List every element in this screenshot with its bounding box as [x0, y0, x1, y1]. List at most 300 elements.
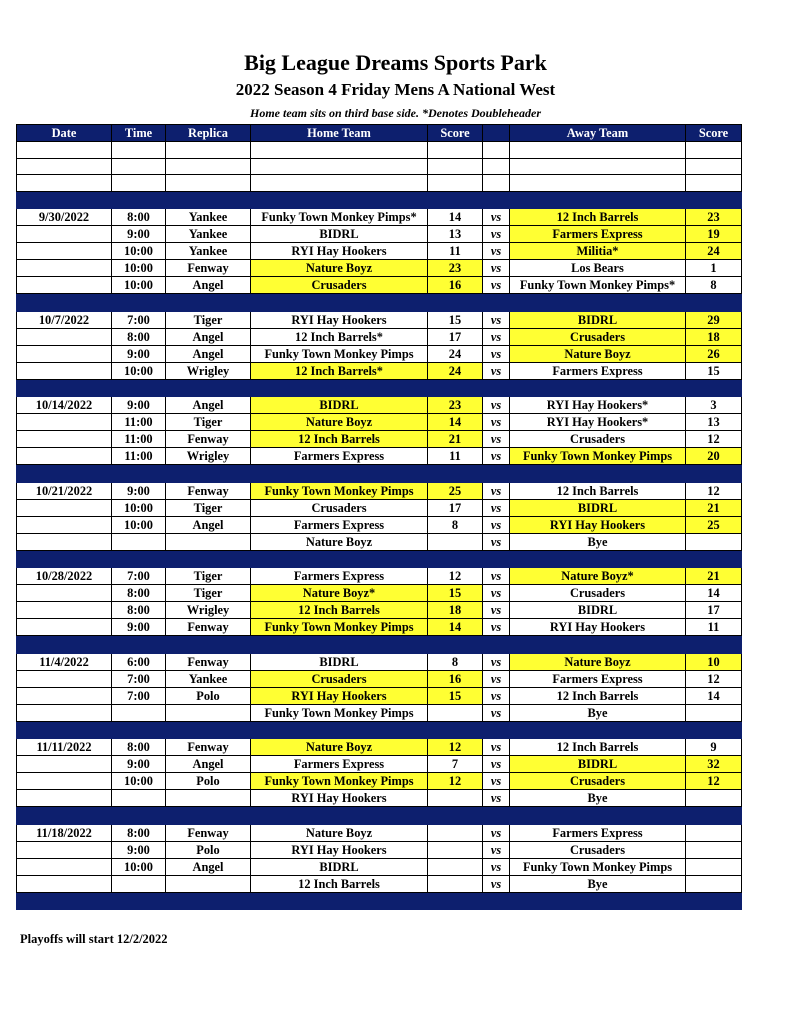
home-score: 12: [428, 739, 483, 756]
game-row: [17, 858, 742, 875]
empty-cell: [166, 721, 251, 739]
col-header-home-team: Home Team: [251, 125, 428, 142]
game-date: 10/21/2022: [17, 482, 112, 499]
home-score: [428, 704, 483, 721]
away-score: 25: [686, 516, 742, 533]
col-header-away-score: Score: [686, 125, 742, 142]
away-team: Funky Town Monkey Pimps*: [510, 277, 686, 294]
home-score: 24: [428, 345, 483, 362]
col-header-date: Date: [17, 125, 112, 142]
empty-cell: [483, 550, 510, 568]
game-row: [17, 260, 742, 277]
away-team: Bye: [510, 704, 686, 721]
game-time: 10:00: [112, 499, 166, 516]
away-score: [686, 790, 742, 807]
away-score: 21: [686, 499, 742, 516]
game-time: 8:00: [112, 739, 166, 756]
home-team: RYI Hay Hookers: [251, 687, 428, 704]
game-row: [17, 568, 742, 585]
game-field: Angel: [166, 516, 251, 533]
home-team: 12 Inch Barrels*: [251, 328, 428, 345]
empty-cell: [251, 636, 428, 654]
blank-row: [17, 142, 742, 159]
game-time: 9:00: [112, 397, 166, 414]
vs-label: vs: [483, 448, 510, 465]
empty-cell: [686, 892, 742, 910]
home-team: Funky Town Monkey Pimps: [251, 704, 428, 721]
week-separator-row: [17, 892, 742, 910]
empty-cell: [483, 379, 510, 397]
game-date: [17, 516, 112, 533]
away-score: 19: [686, 226, 742, 243]
game-date: [17, 226, 112, 243]
game-row: [17, 739, 742, 756]
home-team: 12 Inch Barrels*: [251, 362, 428, 379]
empty-cell: [686, 550, 742, 568]
home-score: 24: [428, 362, 483, 379]
away-team: Militia*: [510, 243, 686, 260]
game-date: 10/14/2022: [17, 397, 112, 414]
empty-cell: [17, 175, 112, 192]
game-row: [17, 824, 742, 841]
schedule-table: [16, 124, 742, 910]
empty-cell: [251, 158, 428, 175]
game-field: [166, 533, 251, 550]
empty-cell: [483, 158, 510, 175]
empty-cell: [483, 892, 510, 910]
game-date: [17, 875, 112, 892]
away-team: Nature Boyz: [510, 345, 686, 362]
empty-cell: [510, 550, 686, 568]
home-team: Nature Boyz: [251, 824, 428, 841]
empty-cell: [251, 465, 428, 483]
empty-cell: [428, 636, 483, 654]
game-time: 10:00: [112, 260, 166, 277]
vs-label: vs: [483, 653, 510, 670]
home-score: 11: [428, 243, 483, 260]
home-score: 23: [428, 397, 483, 414]
game-row: [17, 653, 742, 670]
game-row: [17, 226, 742, 243]
game-field: Fenway: [166, 431, 251, 448]
away-score: 23: [686, 209, 742, 226]
game-time: 9:00: [112, 619, 166, 636]
away-score: 29: [686, 311, 742, 328]
vs-label: vs: [483, 602, 510, 619]
empty-cell: [428, 465, 483, 483]
empty-cell: [428, 175, 483, 192]
home-team: BIDRL: [251, 653, 428, 670]
away-score: 1: [686, 260, 742, 277]
empty-cell: [17, 892, 112, 910]
away-score: 12: [686, 773, 742, 790]
empty-cell: [166, 465, 251, 483]
empty-cell: [510, 807, 686, 825]
empty-cell: [251, 807, 428, 825]
away-team: Crusaders: [510, 841, 686, 858]
game-field: Angel: [166, 756, 251, 773]
empty-cell: [510, 636, 686, 654]
empty-cell: [166, 158, 251, 175]
empty-cell: [112, 636, 166, 654]
game-field: Yankee: [166, 226, 251, 243]
home-team: 12 Inch Barrels: [251, 602, 428, 619]
empty-cell: [166, 636, 251, 654]
empty-cell: [483, 636, 510, 654]
home-score: 15: [428, 585, 483, 602]
game-date: [17, 362, 112, 379]
col-header-vs: [483, 125, 510, 142]
empty-cell: [510, 465, 686, 483]
vs-label: vs: [483, 277, 510, 294]
game-date: 11/18/2022: [17, 824, 112, 841]
away-score: 13: [686, 414, 742, 431]
empty-cell: [17, 550, 112, 568]
game-field: Fenway: [166, 619, 251, 636]
game-date: [17, 533, 112, 550]
home-score: [428, 824, 483, 841]
empty-cell: [483, 807, 510, 825]
week-separator-row: [17, 807, 742, 825]
vs-label: vs: [483, 397, 510, 414]
empty-cell: [510, 191, 686, 209]
empty-cell: [428, 892, 483, 910]
page-note: Home team sits on third base side. *Denotes Doubleheader: [250, 106, 541, 120]
away-team: RYI Hay Hookers: [510, 516, 686, 533]
home-score: 13: [428, 226, 483, 243]
away-team: Bye: [510, 790, 686, 807]
game-date: [17, 704, 112, 721]
empty-cell: [166, 807, 251, 825]
game-field: Yankee: [166, 209, 251, 226]
game-field: Fenway: [166, 260, 251, 277]
game-time: [112, 875, 166, 892]
empty-cell: [251, 142, 428, 159]
away-score: 10: [686, 653, 742, 670]
vs-label: vs: [483, 841, 510, 858]
empty-cell: [483, 465, 510, 483]
game-row: [17, 209, 742, 226]
game-time: 10:00: [112, 516, 166, 533]
empty-cell: [686, 175, 742, 192]
playoffs-note: Playoffs will start 12/2/2022: [20, 932, 168, 946]
away-team: Bye: [510, 875, 686, 892]
game-field: [166, 704, 251, 721]
home-team: Farmers Express: [251, 516, 428, 533]
game-time: 10:00: [112, 362, 166, 379]
home-score: 16: [428, 277, 483, 294]
game-row: [17, 841, 742, 858]
game-field: Polo: [166, 687, 251, 704]
game-date: 10/7/2022: [17, 311, 112, 328]
game-time: 8:00: [112, 209, 166, 226]
empty-cell: [17, 721, 112, 739]
game-row: [17, 533, 742, 550]
game-field: Angel: [166, 397, 251, 414]
empty-cell: [428, 807, 483, 825]
empty-cell: [166, 175, 251, 192]
vs-label: vs: [483, 533, 510, 550]
game-time: 9:00: [112, 756, 166, 773]
home-team: Farmers Express: [251, 568, 428, 585]
game-field: [166, 790, 251, 807]
game-time: 7:00: [112, 568, 166, 585]
game-time: 6:00: [112, 653, 166, 670]
away-score: 11: [686, 619, 742, 636]
game-time: 10:00: [112, 277, 166, 294]
home-team: Nature Boyz: [251, 739, 428, 756]
home-score: 8: [428, 516, 483, 533]
game-time: 9:00: [112, 345, 166, 362]
empty-cell: [17, 465, 112, 483]
game-time: 8:00: [112, 328, 166, 345]
home-team: Funky Town Monkey Pimps*: [251, 209, 428, 226]
home-score: 23: [428, 260, 483, 277]
vs-label: vs: [483, 670, 510, 687]
empty-cell: [510, 379, 686, 397]
game-field: Fenway: [166, 482, 251, 499]
away-score: 20: [686, 448, 742, 465]
home-team: Funky Town Monkey Pimps: [251, 773, 428, 790]
home-team: Crusaders: [251, 670, 428, 687]
away-score: 12: [686, 670, 742, 687]
vs-label: vs: [483, 362, 510, 379]
home-team: Funky Town Monkey Pimps: [251, 619, 428, 636]
game-row: [17, 790, 742, 807]
vs-label: vs: [483, 568, 510, 585]
empty-cell: [428, 379, 483, 397]
game-date: 11/4/2022: [17, 653, 112, 670]
vs-label: vs: [483, 824, 510, 841]
vs-label: vs: [483, 858, 510, 875]
away-score: 21: [686, 568, 742, 585]
empty-cell: [166, 191, 251, 209]
away-team: Farmers Express: [510, 362, 686, 379]
home-team: Nature Boyz*: [251, 585, 428, 602]
away-score: 24: [686, 243, 742, 260]
empty-cell: [686, 636, 742, 654]
game-date: [17, 499, 112, 516]
home-score: 14: [428, 414, 483, 431]
game-field: [166, 875, 251, 892]
away-team: BIDRL: [510, 311, 686, 328]
game-row: [17, 448, 742, 465]
home-score: 8: [428, 653, 483, 670]
game-row: [17, 311, 742, 328]
home-score: 7: [428, 756, 483, 773]
game-field: Wrigley: [166, 362, 251, 379]
home-team: Crusaders: [251, 277, 428, 294]
away-team: BIDRL: [510, 756, 686, 773]
game-time: [112, 533, 166, 550]
away-score: 9: [686, 739, 742, 756]
home-score: 12: [428, 568, 483, 585]
empty-cell: [112, 465, 166, 483]
empty-cell: [17, 158, 112, 175]
game-date: [17, 619, 112, 636]
vs-label: vs: [483, 482, 510, 499]
col-header-replica: Replica: [166, 125, 251, 142]
game-row: [17, 516, 742, 533]
empty-cell: [17, 379, 112, 397]
game-field: Tiger: [166, 568, 251, 585]
vs-label: vs: [483, 619, 510, 636]
vs-label: vs: [483, 209, 510, 226]
game-date: 10/28/2022: [17, 568, 112, 585]
away-team: Crusaders: [510, 773, 686, 790]
game-date: [17, 277, 112, 294]
away-team: Funky Town Monkey Pimps: [510, 858, 686, 875]
away-score: 18: [686, 328, 742, 345]
away-team: Farmers Express: [510, 226, 686, 243]
game-row: [17, 602, 742, 619]
week-separator-row: [17, 294, 742, 312]
away-score: 3: [686, 397, 742, 414]
away-team: Crusaders: [510, 585, 686, 602]
game-date: [17, 687, 112, 704]
home-team: Funky Town Monkey Pimps: [251, 482, 428, 499]
game-date: [17, 602, 112, 619]
empty-cell: [112, 721, 166, 739]
vs-label: vs: [483, 414, 510, 431]
home-team: Nature Boyz: [251, 533, 428, 550]
home-score: 14: [428, 209, 483, 226]
vs-label: vs: [483, 431, 510, 448]
game-date: [17, 448, 112, 465]
game-time: 7:00: [112, 687, 166, 704]
away-score: [686, 533, 742, 550]
empty-cell: [428, 294, 483, 312]
game-row: [17, 328, 742, 345]
game-time: 11:00: [112, 448, 166, 465]
empty-cell: [17, 191, 112, 209]
empty-cell: [112, 892, 166, 910]
empty-cell: [428, 158, 483, 175]
vs-label: vs: [483, 260, 510, 277]
home-team: Nature Boyz: [251, 414, 428, 431]
game-time: 10:00: [112, 243, 166, 260]
home-team: BIDRL: [251, 858, 428, 875]
home-team: Farmers Express: [251, 756, 428, 773]
week-separator-row: [17, 379, 742, 397]
away-team: Farmers Express: [510, 824, 686, 841]
home-score: [428, 790, 483, 807]
game-field: Polo: [166, 773, 251, 790]
vs-label: vs: [483, 756, 510, 773]
page-title: Big League Dreams Sports Park: [244, 50, 547, 75]
game-time: 9:00: [112, 482, 166, 499]
empty-cell: [112, 191, 166, 209]
home-score: 17: [428, 499, 483, 516]
vs-label: vs: [483, 704, 510, 721]
home-score: 16: [428, 670, 483, 687]
away-team: Crusaders: [510, 431, 686, 448]
empty-cell: [166, 379, 251, 397]
away-score: 12: [686, 431, 742, 448]
game-time: [112, 790, 166, 807]
game-time: 7:00: [112, 311, 166, 328]
home-team: RYI Hay Hookers: [251, 243, 428, 260]
game-time: 10:00: [112, 773, 166, 790]
away-score: [686, 841, 742, 858]
home-score: [428, 875, 483, 892]
header-row: [17, 125, 742, 142]
game-date: [17, 328, 112, 345]
game-date: [17, 431, 112, 448]
home-score: 15: [428, 311, 483, 328]
empty-cell: [251, 175, 428, 192]
game-date: [17, 756, 112, 773]
game-time: 9:00: [112, 841, 166, 858]
away-team: Crusaders: [510, 328, 686, 345]
away-team: Farmers Express: [510, 670, 686, 687]
game-field: Angel: [166, 328, 251, 345]
empty-cell: [112, 550, 166, 568]
game-time: 10:00: [112, 858, 166, 875]
game-field: Polo: [166, 841, 251, 858]
blank-row: [17, 175, 742, 192]
game-row: [17, 875, 742, 892]
away-team: 12 Inch Barrels: [510, 209, 686, 226]
home-team: BIDRL: [251, 226, 428, 243]
schedule-body: [17, 142, 742, 910]
away-score: 32: [686, 756, 742, 773]
away-score: [686, 875, 742, 892]
vs-label: vs: [483, 516, 510, 533]
game-field: Tiger: [166, 499, 251, 516]
game-field: Tiger: [166, 585, 251, 602]
vs-label: vs: [483, 875, 510, 892]
empty-cell: [428, 191, 483, 209]
vs-label: vs: [483, 739, 510, 756]
game-time: [112, 704, 166, 721]
away-team: Los Bears: [510, 260, 686, 277]
home-score: 14: [428, 619, 483, 636]
vs-label: vs: [483, 773, 510, 790]
week-separator-row: [17, 191, 742, 209]
home-team: Farmers Express: [251, 448, 428, 465]
empty-cell: [166, 550, 251, 568]
game-field: Fenway: [166, 739, 251, 756]
game-time: 11:00: [112, 414, 166, 431]
vs-label: vs: [483, 790, 510, 807]
game-date: [17, 585, 112, 602]
empty-cell: [686, 191, 742, 209]
home-score: 17: [428, 328, 483, 345]
empty-cell: [17, 142, 112, 159]
game-time: 8:00: [112, 602, 166, 619]
vs-label: vs: [483, 687, 510, 704]
empty-cell: [251, 379, 428, 397]
empty-cell: [112, 807, 166, 825]
empty-cell: [112, 379, 166, 397]
empty-cell: [112, 158, 166, 175]
empty-cell: [428, 142, 483, 159]
away-score: 12: [686, 482, 742, 499]
week-separator-row: [17, 465, 742, 483]
game-row: [17, 397, 742, 414]
game-date: [17, 773, 112, 790]
away-team: RYI Hay Hookers*: [510, 414, 686, 431]
away-team: BIDRL: [510, 602, 686, 619]
away-team: Bye: [510, 533, 686, 550]
vs-label: vs: [483, 499, 510, 516]
game-date: [17, 414, 112, 431]
empty-cell: [510, 892, 686, 910]
week-separator-row: [17, 550, 742, 568]
vs-label: vs: [483, 585, 510, 602]
home-team: Nature Boyz: [251, 260, 428, 277]
